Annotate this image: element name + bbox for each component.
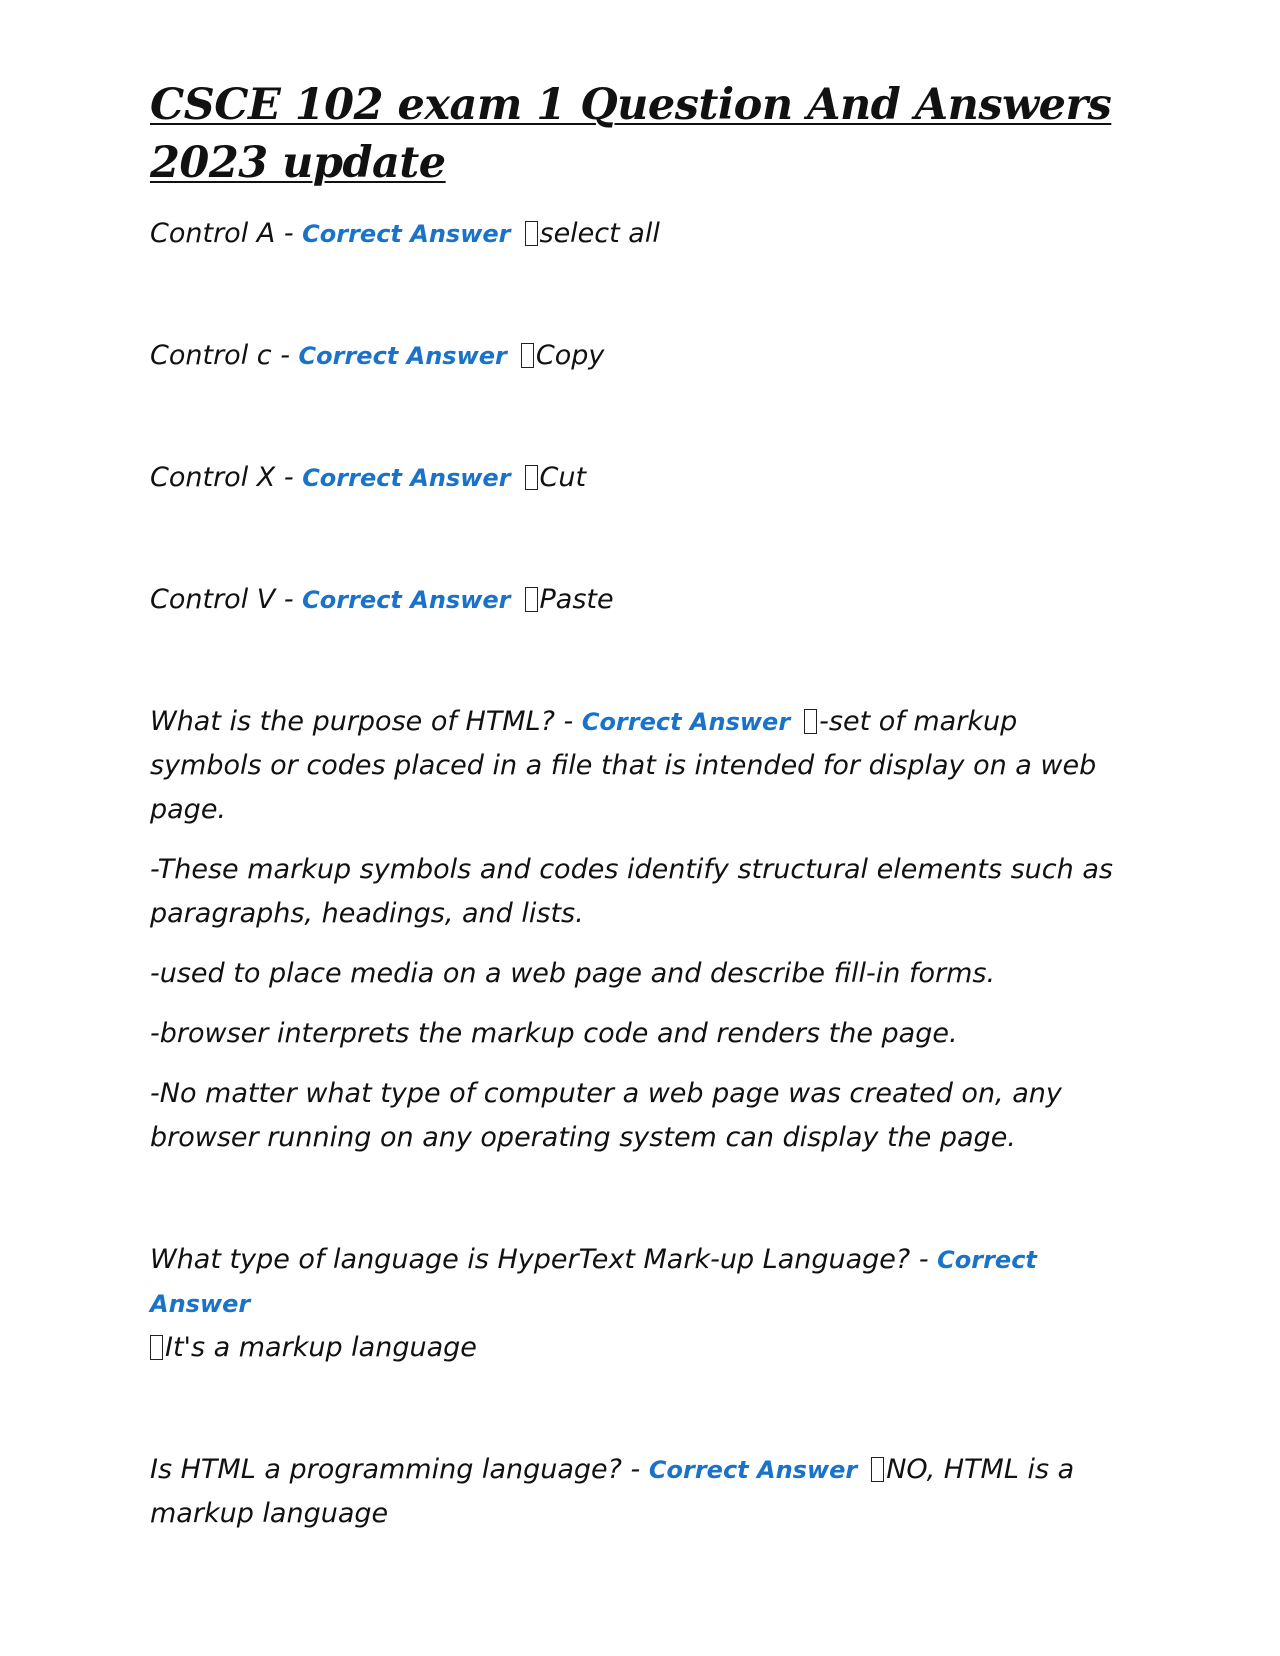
qa-item: [150, 1238, 1130, 1370]
answer-text: Paste: [539, 584, 614, 615]
answer-text: It's a markup language: [165, 1332, 477, 1363]
correct-answer-tag: Correct Answer: [648, 1456, 858, 1484]
qa-item: [150, 578, 1130, 622]
qa-item: [150, 456, 1130, 500]
question-text: Control c -: [150, 340, 299, 371]
qa-item: [150, 212, 1130, 256]
missing-glyph-icon: [525, 465, 538, 490]
question-text: What is the purpose of HTML? -: [150, 706, 582, 737]
question-text: Control A -: [150, 218, 303, 249]
qa-line: [150, 578, 1130, 622]
answer-paragraph: -used to place media on a web page and describe fill-in forms.: [150, 958, 996, 989]
qa-line: [150, 456, 1130, 500]
answer-paragraph: -These markup symbols and codes identify structural elements such as paragraphs, headings, and lists.: [150, 854, 1113, 929]
qa-item: [150, 334, 1130, 378]
correct-answer-tag: Correct Answer: [302, 220, 511, 248]
missing-glyph-icon: [525, 587, 538, 612]
answer-text: select all: [539, 218, 660, 249]
qa-line: [150, 212, 1130, 256]
document-page: [150, 76, 1130, 1536]
answer-text: NO, HTML is a markup language: [150, 1454, 1075, 1529]
qa-line: [150, 1238, 1130, 1370]
document-title: CSCE 102 exam 1 Question And Answers 2023 update: [150, 80, 1112, 188]
qa-item: [150, 1448, 1130, 1536]
answer-paragraph: -No matter what type of computer a web page was created on, any browser running on any operating system can display the page.: [150, 1078, 1062, 1153]
missing-glyph-icon: [150, 1335, 163, 1360]
qa-line: [150, 334, 1130, 378]
correct-answer-tag: Correct Answer: [581, 708, 791, 736]
answer-text: -set of markup symbols or codes placed in a file that is intended for display on a web page.: [150, 706, 1097, 825]
correct-answer-tag: Correct Answer: [150, 1246, 1037, 1318]
question-text: Control V -: [150, 584, 303, 615]
qa-line: [150, 700, 1130, 832]
question-text: What type of language is HyperText Mark-up Language? -: [150, 1244, 938, 1275]
correct-answer-tag: Correct Answer: [302, 586, 511, 614]
answer-paragraph: -browser interprets the markup code and renders the page.: [150, 1018, 958, 1049]
missing-glyph-icon: [871, 1457, 884, 1482]
missing-glyph-icon: [525, 221, 538, 246]
question-text: Is HTML a programming language? -: [150, 1454, 649, 1485]
missing-glyph-icon: [804, 709, 817, 734]
answer-text: Copy: [535, 340, 605, 371]
correct-answer-tag: Correct Answer: [298, 342, 507, 370]
missing-glyph-icon: [521, 343, 534, 368]
qa-line: [150, 1448, 1130, 1536]
qa-item: [150, 700, 1130, 1160]
question-text: Control X -: [150, 462, 303, 493]
answer-text: Cut: [539, 462, 587, 493]
correct-answer-tag: Correct Answer: [302, 464, 511, 492]
